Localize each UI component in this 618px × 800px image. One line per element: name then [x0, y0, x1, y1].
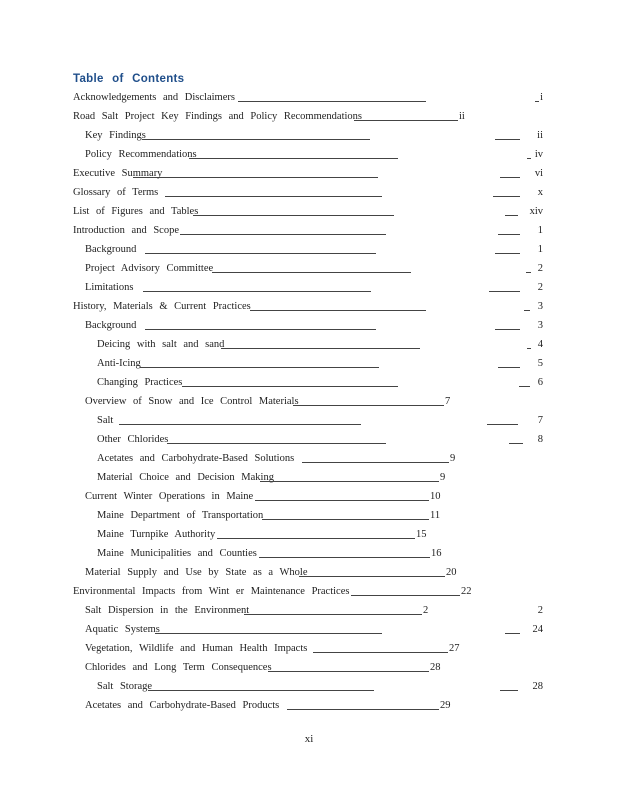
toc-leader-line — [255, 500, 429, 501]
toc-entry-page: 10 — [430, 491, 441, 502]
toc-entry-label: Glossary of Terms — [73, 187, 159, 198]
toc-entry-label: Maine Turnpike Authority — [97, 529, 216, 540]
toc-leader-line — [302, 462, 449, 463]
toc-leader-line — [238, 101, 426, 102]
toc-leader-line — [167, 443, 386, 444]
toc-entry-label: Background — [85, 244, 137, 255]
toc-entry[interactable] — [0, 90, 618, 106]
toc-leader-tail — [493, 196, 520, 197]
toc-leader-tail — [498, 367, 520, 368]
toc-entry-page: ii — [537, 130, 543, 141]
toc-entry-page: xiv — [529, 206, 543, 217]
toc-leader-tail — [524, 310, 530, 311]
toc-entry[interactable] — [0, 679, 618, 695]
toc-entry[interactable] — [0, 356, 618, 372]
toc-entry-page: 1 — [537, 244, 543, 255]
toc-leader-line — [193, 215, 394, 216]
toc-leader-tail — [500, 177, 520, 178]
toc-leader-line — [133, 177, 378, 178]
toc-entry-label: Current Winter Operations in Maine — [85, 491, 254, 502]
toc-leader-tail — [495, 329, 520, 330]
toc-leader-line — [155, 633, 382, 634]
toc-leader-line — [217, 538, 415, 539]
toc-entry[interactable] — [0, 584, 618, 600]
toc-entry-label: Introduction and Scope — [73, 225, 179, 236]
toc-leader-line — [212, 272, 411, 273]
toc-entry-page: 16 — [431, 548, 442, 559]
toc-entry[interactable] — [0, 641, 618, 657]
toc-entry-page: 6 — [537, 377, 543, 388]
toc-entry-page: 20 — [446, 567, 457, 578]
toc-entry-page: 29 — [440, 700, 451, 711]
toc-entry[interactable] — [0, 603, 618, 619]
toc-entry[interactable] — [0, 546, 618, 562]
toc-leader-line — [221, 348, 420, 349]
toc-entry-label: Road Salt Project Key Findings and Policy Recommendations — [73, 111, 363, 122]
toc-entry[interactable] — [0, 527, 618, 543]
toc-leader-line — [262, 519, 429, 520]
toc-leader-line — [244, 614, 422, 615]
toc-entry[interactable] — [0, 698, 618, 714]
toc-entry[interactable] — [0, 337, 618, 353]
toc-entry-label: Maine Municipalities and Counties — [97, 548, 257, 559]
toc-entry[interactable] — [0, 261, 618, 277]
toc-entry[interactable] — [0, 565, 618, 581]
toc-leader-line — [287, 709, 439, 710]
toc-entry-label: Acetates and Carbohydrate-Based Products — [85, 700, 280, 711]
toc-entry-page: 4 — [537, 339, 543, 350]
toc-entry-page: 1 — [537, 225, 543, 236]
toc-entry[interactable] — [0, 147, 618, 163]
toc-entry[interactable] — [0, 413, 618, 429]
toc-leader-line — [143, 291, 371, 292]
toc-entry-label: Anti-Icing — [97, 358, 141, 369]
toc-leader-line — [142, 139, 370, 140]
toc-leader-tail — [487, 424, 518, 425]
toc-entry-label: Material Choice and Decision Making — [97, 472, 274, 483]
toc-leader-line — [145, 253, 376, 254]
toc-entry-label: Limitations — [85, 282, 134, 293]
toc-leader-line — [313, 652, 448, 653]
toc-entry[interactable] — [0, 223, 618, 239]
toc-entry-page: 28 — [532, 681, 543, 692]
toc-leader-tail — [495, 139, 520, 140]
toc-entry[interactable] — [0, 242, 618, 258]
toc-entry-page: 8 — [537, 434, 543, 445]
toc-entry-page: 22 — [461, 586, 472, 597]
toc-leader-tail — [498, 234, 520, 235]
toc-entry-label: Overview of Snow and Ice Control Materials — [85, 396, 299, 407]
toc-leader-tail — [535, 101, 539, 102]
toc-leader-tail — [519, 386, 530, 387]
toc-entry-label: List of Figures and Tables — [73, 206, 199, 217]
toc-entry[interactable] — [0, 470, 618, 486]
toc-leader-line — [148, 690, 374, 691]
toc-leader-line — [189, 158, 398, 159]
toc-entry-page: 7 — [445, 396, 451, 407]
toc-entry-label: Chlorides and Long Term Consequences — [85, 662, 272, 673]
toc-leader-line — [293, 405, 444, 406]
toc-entry-label: Executive Summary — [73, 168, 163, 179]
toc-entry-label: History, Materials & Current Practices — [73, 301, 251, 312]
toc-leader-line — [140, 367, 379, 368]
toc-entry-label: Key Findings — [85, 130, 146, 141]
toc-entry-page: x — [537, 187, 543, 198]
toc-entry[interactable] — [0, 318, 618, 334]
page-number: xi — [304, 733, 314, 745]
toc-leader-line — [180, 234, 386, 235]
toc-entry-page: 7 — [537, 415, 543, 426]
toc-entry-page: 5 — [537, 358, 543, 369]
toc-leader-tail — [526, 272, 531, 273]
toc-heading: Table of Contents — [73, 73, 185, 85]
toc-entry-page-secondary: 2 — [537, 605, 543, 616]
toc-entry-label: Salt — [97, 415, 114, 426]
toc-entry-label: Acetates and Carbohydrate-Based Solutions — [97, 453, 295, 464]
toc-leader-line — [165, 196, 382, 197]
toc-entry-page: 9 — [450, 453, 456, 464]
toc-entry[interactable] — [0, 660, 618, 676]
toc-leader-tail — [527, 348, 531, 349]
toc-entry-page: 2 — [537, 263, 543, 274]
toc-leader-line — [145, 329, 376, 330]
toc-entry-label: Deicing with salt and sand — [97, 339, 225, 350]
toc-leader-line — [354, 120, 458, 121]
toc-entry-page: 28 — [430, 662, 441, 673]
toc-entry-page: 11 — [430, 510, 441, 521]
toc-leader-line — [260, 481, 439, 482]
toc-leader-line — [119, 424, 361, 425]
toc-leader-line — [259, 557, 430, 558]
toc-entry-label: Project Advisory Committee — [85, 263, 214, 274]
toc-entry-page: 3 — [537, 301, 543, 312]
toc-entry-page: ii — [459, 111, 465, 122]
toc-leader-tail — [489, 291, 520, 292]
toc-entry[interactable] — [0, 109, 618, 125]
toc-entry-page: 15 — [416, 529, 427, 540]
toc-entry-label: Acknowledgements and Disclaimers — [73, 92, 235, 103]
toc-entry-label: Changing Practices — [97, 377, 183, 388]
toc-leader-line — [250, 310, 426, 311]
toc-entry-label: Environmental Impacts from Wint er Maintenance Practices — [73, 586, 350, 597]
toc-entry-label: Background — [85, 320, 137, 331]
toc-entry-label: Maine Department of Transportation — [97, 510, 264, 521]
toc-entry[interactable] — [0, 280, 618, 296]
toc-leader-tail — [500, 690, 518, 691]
toc-entry-label: Salt Dispersion in the Environment — [85, 605, 250, 616]
toc-leader-tail — [509, 443, 523, 444]
toc-leader-tail — [505, 633, 520, 634]
toc-entry[interactable] — [0, 489, 618, 505]
toc-entry[interactable] — [0, 204, 618, 220]
toc-entry-page: 3 — [537, 320, 543, 331]
toc-leader-tail — [495, 253, 520, 254]
toc-entry[interactable] — [0, 375, 618, 391]
toc-entry-page: 9 — [440, 472, 446, 483]
toc-leader-line — [299, 576, 445, 577]
toc-entry-label: Vegetation, Wildlife and Human Health Impacts — [85, 643, 308, 654]
toc-entry-page: 2 — [423, 605, 429, 616]
toc-entry-page: 24 — [532, 624, 543, 635]
toc-entry[interactable] — [0, 166, 618, 182]
toc-leader-line — [268, 671, 429, 672]
toc-leader-tail — [527, 158, 531, 159]
toc-entry-page: vi — [534, 168, 543, 179]
toc-entry-label: Material Supply and Use by State as a Whole — [85, 567, 308, 578]
toc-leader-tail — [505, 215, 518, 216]
toc-entry[interactable] — [0, 185, 618, 201]
toc-entry[interactable] — [0, 451, 618, 467]
toc-entry[interactable] — [0, 128, 618, 144]
toc-entry[interactable] — [0, 508, 618, 524]
toc-entry-page: iv — [534, 149, 543, 160]
toc-entry-page: i — [540, 92, 543, 103]
toc-entry[interactable] — [0, 299, 618, 315]
toc-entry[interactable] — [0, 394, 618, 410]
toc-entry[interactable] — [0, 622, 618, 638]
toc-entry-label: Aquatic Systems — [85, 624, 160, 635]
toc-entry-page: 2 — [537, 282, 543, 293]
toc-entry[interactable] — [0, 432, 618, 448]
toc-entry-label: Salt Storage — [97, 681, 153, 692]
toc-leader-line — [351, 595, 460, 596]
toc-entry-page: 27 — [449, 643, 460, 654]
toc-entry-label: Policy Recommendations — [85, 149, 197, 160]
toc-leader-line — [182, 386, 398, 387]
toc-entry-label: Other Chlorides — [97, 434, 169, 445]
